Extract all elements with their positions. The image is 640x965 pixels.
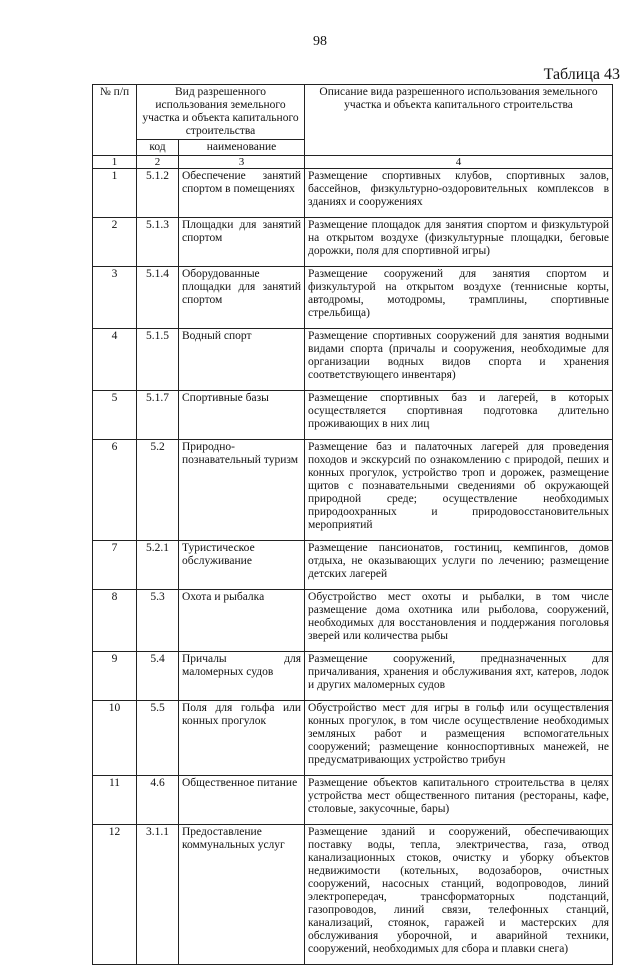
row-number: 7 <box>93 541 137 590</box>
row-number: 1 <box>93 169 137 218</box>
use-code: 5.1.3 <box>137 218 179 267</box>
table-caption: Таблица 43 <box>543 66 620 83</box>
row-number: 10 <box>93 701 137 776</box>
row-number: 4 <box>93 329 137 391</box>
table-row <box>93 652 613 701</box>
use-description: Размещение зданий и сооружений, обеспечивающих поставку воды, тепла, электричества, газа, отвод канализационных стоков, очистку и уборку объектов недвижимости (котельных, водозаборов, очистных сооружений, насосных станций, водопроводов, линий электропередач, трансформаторных подстанций, газопроводов, линий связи, телефонных станций, канализаций, стоянок, гаражей и мастерских для обслуживания уборочной, и аварийной техники, сооружений, необходимых для сбора и плавки снега) <box>305 825 613 965</box>
use-name: Предоставление коммунальных услуг <box>179 825 305 965</box>
table-row <box>93 440 613 541</box>
row-number: 2 <box>93 218 137 267</box>
use-name: Причалы для маломерных судов <box>179 652 305 701</box>
table-row <box>93 825 613 965</box>
table-row <box>93 218 613 267</box>
use-description: Размещение спортивных сооружений для занятия водными видами спорта (причалы и сооружения, необходимые для организации водных видов спорта и хранения соответствующего инвентаря) <box>305 329 613 391</box>
page-number: 98 <box>313 34 327 49</box>
land-use-table <box>92 84 613 965</box>
use-code: 5.1.5 <box>137 329 179 391</box>
row-number: 9 <box>93 652 137 701</box>
column-number: 4 <box>305 156 613 169</box>
row-number: 8 <box>93 590 137 652</box>
table-row <box>93 590 613 652</box>
table-row <box>93 329 613 391</box>
header-name: наименование <box>179 140 305 156</box>
table-row <box>93 776 613 825</box>
use-name: Общественное питание <box>179 776 305 825</box>
row-number: 11 <box>93 776 137 825</box>
use-name: Природно-познавательный туризм <box>179 440 305 541</box>
header-code: код <box>137 140 179 156</box>
use-name: Охота и рыбалка <box>179 590 305 652</box>
header-description: Описание вида разрешенного использования земельного участка и объекта капитального строительства <box>305 85 613 156</box>
table-row <box>93 391 613 440</box>
use-name: Спортивные базы <box>179 391 305 440</box>
use-code: 5.5 <box>137 701 179 776</box>
use-name: Туристическое обслуживание <box>179 541 305 590</box>
use-code: 5.1.2 <box>137 169 179 218</box>
use-description: Размещение площадок для занятия спортом и физкультурой на открытом воздухе (физкультурные площадки, беговые дорожки, поля для спортивной игры) <box>305 218 613 267</box>
header-use-type: Вид разрешенного использования земельного участка и объекта капитального строительства <box>137 85 305 140</box>
use-description: Размещение объектов капитального строительства в целях устройства мест общественного питания (рестораны, кафе, столовые, закусочные, бары) <box>305 776 613 825</box>
row-number: 5 <box>93 391 137 440</box>
use-name: Оборудованные площадки для занятий спортом <box>179 267 305 329</box>
table-row <box>93 169 613 218</box>
use-name: Обеспечение занятий спортом в помещениях <box>179 169 305 218</box>
use-description: Размещение сооружений для занятия спортом и физкультурой на открытом воздухе (теннисные корты, автодромы, мотодромы, трамплины, спортивные стрельбища) <box>305 267 613 329</box>
use-code: 4.6 <box>137 776 179 825</box>
use-code: 5.3 <box>137 590 179 652</box>
use-code: 5.2 <box>137 440 179 541</box>
use-code: 5.4 <box>137 652 179 701</box>
use-name: Водный спорт <box>179 329 305 391</box>
use-name: Поля для гольфа или конных прогулок <box>179 701 305 776</box>
row-number: 3 <box>93 267 137 329</box>
column-number: 2 <box>137 156 179 169</box>
use-description: Обустройство мест для игры в гольф или осуществления конных прогулок, в том числе осуществление необходимых земляных работ и размещения вспомогательных сооружений; размещение конноспортивных манежей, не предусматривающих устройство трибун <box>305 701 613 776</box>
use-description: Размещение спортивных клубов, спортивных залов, бассейнов, физкультурно-оздоровительных комплексов в зданиях и сооружениях <box>305 169 613 218</box>
column-number: 3 <box>179 156 305 169</box>
row-number: 6 <box>93 440 137 541</box>
use-description: Размещение баз и палаточных лагерей для проведения походов и экскурсий по ознакомлению с природой, пеших и конных прогулок, устройство троп и дорожек, размещение щитов с познавательными сведениями об окружающей природной среде; осуществление необходимых природоохранных и природовосстановительных мероприятий <box>305 440 613 541</box>
use-description: Размещение спортивных баз и лагерей, в которых осуществляется спортивная подготовка длительно проживающих в них лиц <box>305 391 613 440</box>
use-description: Размещение пансионатов, гостиниц, кемпингов, домов отдыха, не оказывающих услуги по лечению; размещение детских лагерей <box>305 541 613 590</box>
use-code: 3.1.1 <box>137 825 179 965</box>
row-number: 12 <box>93 825 137 965</box>
table-row <box>93 701 613 776</box>
table-row <box>93 267 613 329</box>
header-num: № п/п <box>93 85 137 156</box>
use-code: 5.1.4 <box>137 267 179 329</box>
column-number: 1 <box>93 156 137 169</box>
use-description: Размещение сооружений, предназначенных для причаливания, хранения и обслуживания яхт, катеров, лодок и других маломерных судов <box>305 652 613 701</box>
use-code: 5.1.7 <box>137 391 179 440</box>
table-row <box>93 541 613 590</box>
use-description: Обустройство мест охоты и рыбалки, в том числе размещение дома охотника или рыболова, сооружений, необходимых для восстановления и поддержания поголовья зверей или количества рыбы <box>305 590 613 652</box>
use-code: 5.2.1 <box>137 541 179 590</box>
use-name: Площадки для занятий спортом <box>179 218 305 267</box>
